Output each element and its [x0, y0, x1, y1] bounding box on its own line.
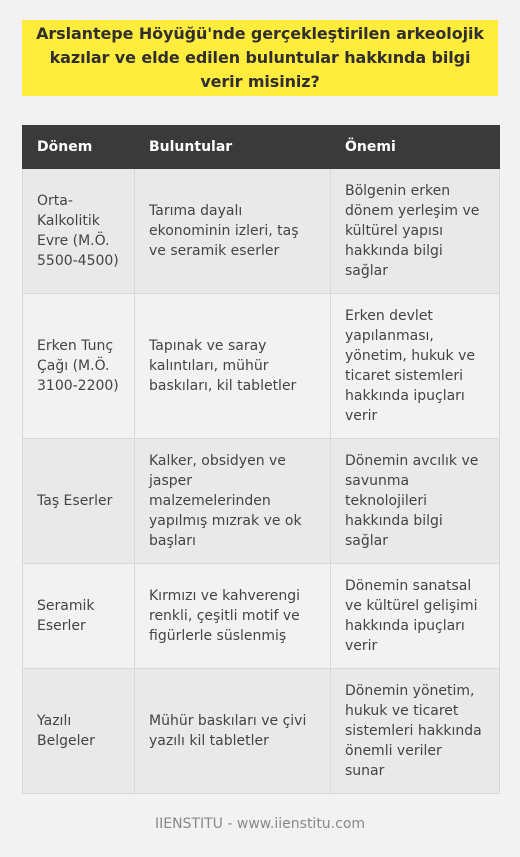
footer-credit: IIENSTITU - www.iienstitu.com — [154, 816, 366, 832]
cell-importance: Dönemin yönetim, hukuk ve ticaret sistemleri hakkında önemli veriler sunar — [331, 669, 500, 794]
cell-findings: Mühür baskıları ve çivi yazılı kil tabletler — [135, 669, 331, 794]
header-findings: Buluntular — [135, 126, 331, 169]
cell-importance: Bölgenin erken dönem yerleşim ve kültürel yapısı hakkında bilgi sağlar — [331, 169, 500, 294]
question-banner — [22, 20, 498, 96]
cell-importance: Dönemin sanatsal ve kültürel gelişimi hakkında ipuçları verir — [331, 564, 500, 669]
table-row — [23, 439, 500, 564]
table-header-row — [23, 126, 500, 169]
cell-findings: Kırmızı ve kahverengi renkli, çeşitli motif ve figürlerle süslenmiş — [135, 564, 331, 669]
cell-period: Taş Eserler — [23, 439, 135, 564]
table-row — [23, 294, 500, 439]
cell-importance: Erken devlet yapılanması, yönetim, hukuk ve ticaret sistemleri hakkında ipuçları verir — [331, 294, 500, 439]
cell-findings: Kalker, obsidyen ve jasper malzemelerinden yapılmış mızrak ve ok başları — [135, 439, 331, 564]
findings-table — [22, 125, 500, 794]
cell-period: Orta-Kalkolitik Evre (M.Ö. 5500-4500) — [23, 169, 135, 294]
cell-findings: Tarıma dayalı ekonominin izleri, taş ve seramik eserler — [135, 169, 331, 294]
table-row — [23, 564, 500, 669]
question-text: Arslantepe Höyüğü'nde gerçekleştirilen arkeolojik kazılar ve elde edilen buluntular hakkında bilgi verir misiniz? — [36, 24, 484, 91]
cell-period: Erken Tunç Çağı (M.Ö. 3100-2200) — [23, 294, 135, 439]
table-row — [23, 669, 500, 794]
cell-findings: Tapınak ve saray kalıntıları, mühür baskıları, kil tabletler — [135, 294, 331, 439]
header-importance: Önemi — [331, 126, 500, 169]
header-period: Dönem — [23, 126, 135, 169]
cell-importance: Dönemin avcılık ve savunma teknolojileri hakkında bilgi sağlar — [331, 439, 500, 564]
table-row — [23, 169, 500, 294]
cell-period: Yazılı Belgeler — [23, 669, 135, 794]
cell-period: Seramik Eserler — [23, 564, 135, 669]
